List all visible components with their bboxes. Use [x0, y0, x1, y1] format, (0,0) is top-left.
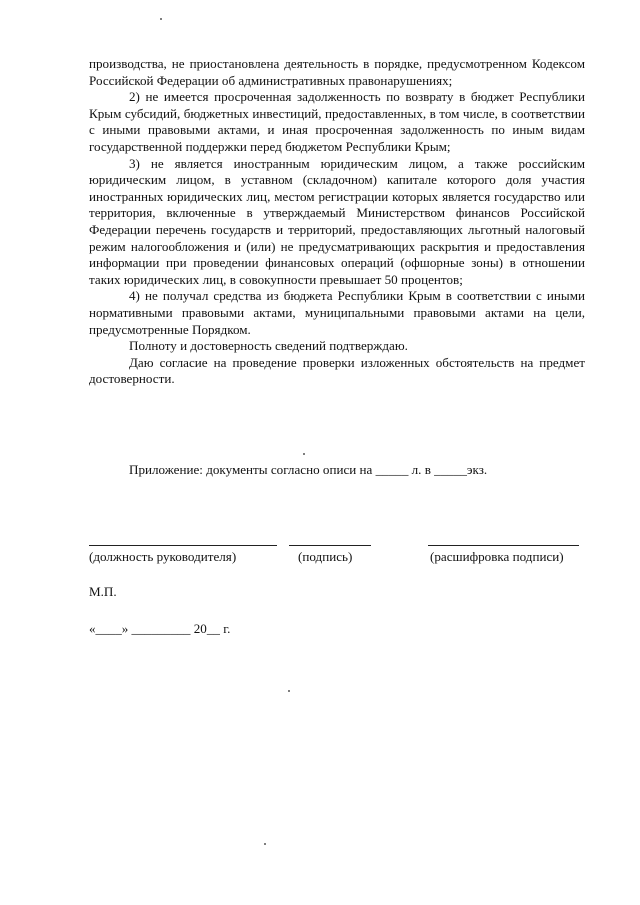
paragraph-continuation: производства, не приостановлена деятельность в порядке, предусмотренном Кодексом Российской Федерации об административных правонарушениях;: [89, 56, 585, 88]
scan-speck: [288, 690, 290, 692]
document-body: [89, 56, 585, 388]
paragraph-item-2: 2) не имеется просроченная задолженность по возврату в бюджет Республики Крым субсидий, бюджетных инвестиций, предоставленных, в том числе, в соответствии с иными правовыми актами, и иная просроченная задолженность по иным видам государственной поддержки перед бюджетом Республики Крым;: [89, 89, 585, 154]
decoding-caption: (расшифровка подписи): [430, 549, 564, 564]
scan-speck: [303, 453, 305, 455]
scan-speck: [264, 843, 266, 845]
stamp-label: М.П.: [89, 584, 117, 599]
decoding-signature-line: [428, 545, 579, 546]
paragraph-item-3: 3) не является иностранным юридическим лицом, а также российским юридическим лицом, в уставном (складочном) капитале которого доля участия иностранных юридических лиц, местом регистрации которых является государство или территория, включенные в утверждаемый Министерством финансов Российской Федерации перечень государств и территорий, предоставляющих льготный налоговый режим налогообложения и (или) не предусматривающих раскрытия и предоставления информации при проведении финансовых операций (офшорные зоны) в отношении таких юридических лиц, в совокупности превышает 50 процентов;: [89, 155, 585, 287]
signature-caption: (подпись): [298, 549, 353, 564]
position-signature-line: [89, 545, 277, 546]
date-line: «____» _________ 20__ г.: [89, 621, 231, 636]
paragraph-consent: Даю согласие на проведение проверки изложенных обстоятельств на предмет достоверности.: [89, 354, 585, 387]
appendix-line: Приложение: документы согласно описи на _____ л. в _____экз.: [129, 462, 488, 477]
paragraph-item-4: 4) не получал средства из бюджета Республики Крым в соответствии с иными нормативными правовыми актами, муниципальными правовыми актами на цели, предусмотренные Порядком.: [89, 288, 585, 337]
signature-line: [289, 545, 371, 546]
position-caption: (должность руководителя): [89, 549, 237, 564]
paragraph-confirmation: Полноту и достоверность сведений подтверждаю.: [129, 338, 408, 354]
scan-speck: [160, 18, 162, 20]
